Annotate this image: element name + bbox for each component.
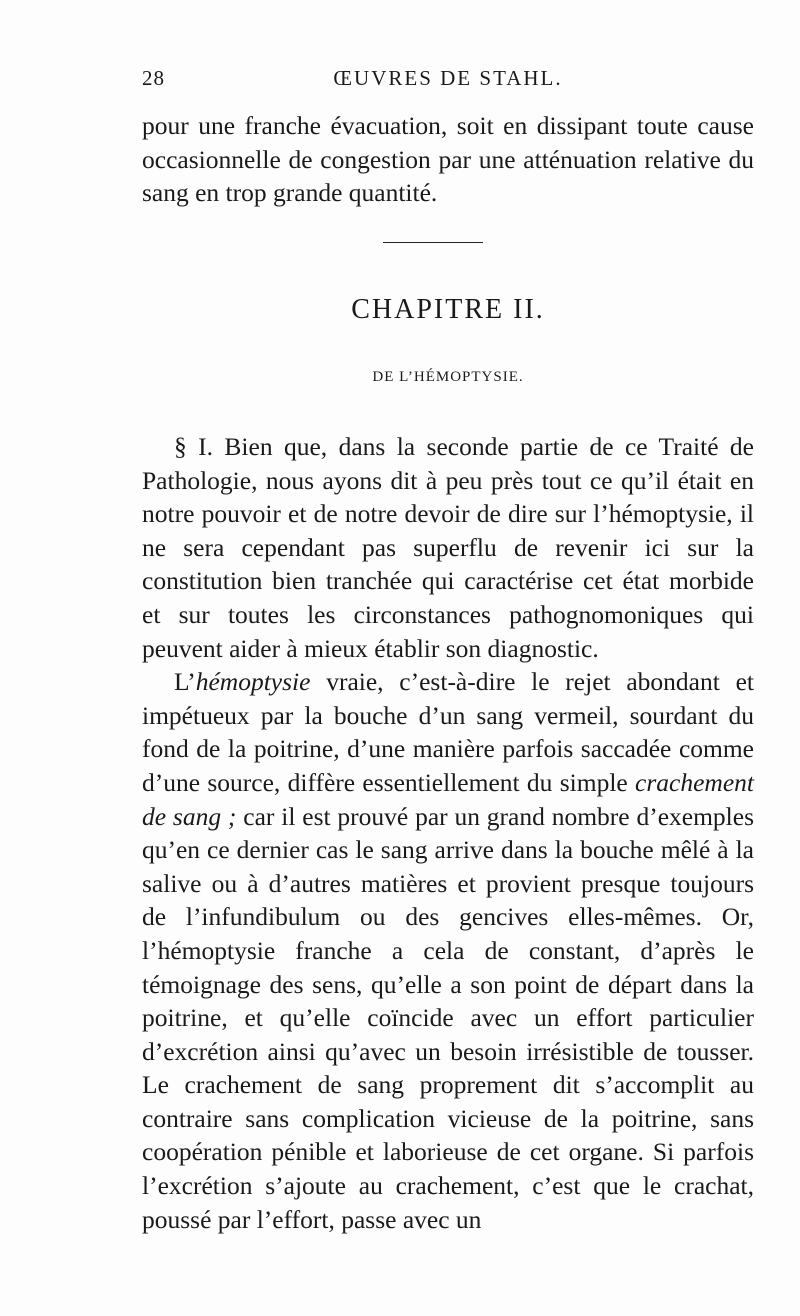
paragraph-2-rest: car il est prouvé par un grand nombre d’exemples qu’en ce dernier cas le sang arrive dans la bouche mêlé à la salive ou à d’autres matières et provient presque toujours de l’infundibulum ou des gencives elles-mêmes. Or, l’hémoptysie franche a cela de constant, d’après le témoignage des sens, qu’elle a son point de départ dans la poitrine, et qu’elle coïncide avec un effort particulier d’excrétion ainsi qu’avec un besoin irrésistible de tousser. Le crachement de sang proprement dit s’accomplit au contraire sans complication vicieuse de la poitrine, sans coopération pénible et laborieuse de cet organe. Si parfois l’excrétion s’ajoute au crachement, c’est que le crachat, poussé par l’effort, passe avec un [142, 801, 754, 1234]
running-head [142, 66, 754, 100]
paragraph-2-lead: L’ [174, 667, 196, 697]
paragraph-1: § I. Bien que, dans la seconde partie de ce Traité de Pathologie, nous ayons dit à peu près tout ce qu’il était en notre pouvoir et de notre devoir de dire sur l’hémoptysie, il ne sera cependant pas superflu de revenir ici sur la constitution bien tranchée qui caractérise cet état morbide et sur toutes les circonstances pathognomoniques qui peuvent aider à mieux établir son diagnostic. [142, 432, 754, 663]
chapter-subtitle: DE L’HÉMOPTYSIE. [372, 369, 524, 385]
chapter-body [142, 430, 754, 1236]
section-divider-rule [383, 242, 483, 243]
running-title: ŒUVRES DE STAHL. [333, 66, 563, 90]
intro-paragraph: pour une franche évacuation, soit en dissipant toute cause occasionnelle de congestion par une atténuation relative du sang en trop grande quantité. [142, 111, 754, 208]
paragraph-2 [142, 665, 754, 1236]
term-crachement-de-sang: crachement de sang ; [142, 767, 754, 831]
term-hemoptysie: hémoptysie [195, 667, 311, 697]
page-number: 28 [142, 66, 165, 90]
paragraph-2-middle: vraie, c’est-à-dire le rejet abondant et impétueux par la bouche d’un sang vermeil, sourdant du fond de la poitrine, d’une manière parfois saccadée comme d’une source, diffère essentiellement du simple [142, 667, 754, 797]
chapter-title: CHAPITRE II. [351, 294, 545, 325]
